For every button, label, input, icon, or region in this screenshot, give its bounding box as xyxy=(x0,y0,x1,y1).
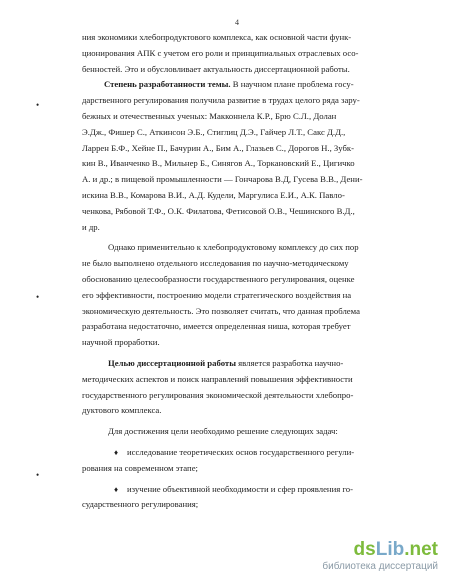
page-number: 4 xyxy=(235,18,239,27)
document-body xyxy=(82,30,408,513)
diamond-bullet-icon: ♦ xyxy=(114,447,119,457)
paragraph-research-gap xyxy=(82,240,408,351)
section-heading: Целью диссертационной работы xyxy=(108,357,236,368)
watermark xyxy=(322,540,438,572)
text-line: экономическую деятельность. Это позволяет считать, что данная проблема xyxy=(82,305,360,316)
margin-mark: • xyxy=(36,100,40,110)
text-line: его эффективности, построению модели стратегического воздействия на xyxy=(82,289,352,300)
text-line: разработана недостаточно, имеется определенная ниша, которая требует xyxy=(82,321,351,332)
text-line: ния экономики хлебопродуктового комплекса, как основной части функ- xyxy=(82,32,352,42)
text-line: государственного регулирования экономической деятельности хлебопро- xyxy=(82,389,354,400)
text-line: ченкова, Рябовой Т.Ф., О.К. Филатова, Фетисовой О.В., Чешинского В.Д., xyxy=(82,205,355,216)
section-heading: Степень разработанности темы. xyxy=(104,79,231,90)
text-line: А. и др.; в пищевой промышленности — Гончарова В.Д, Гусева В.В., Дени- xyxy=(82,174,363,185)
text-line: и др. xyxy=(82,221,100,232)
text-line: Ларрен Б.Ф., Хейне П., Бачурин А., Бим А., Глазьев С., Дорогов Н., Зубк- xyxy=(82,142,355,153)
dslib-logo: dsLib.net xyxy=(353,539,438,560)
text-line: обоснованию целесообразности государственного регулирования, оценке xyxy=(82,273,355,284)
diamond-bullet-icon: ♦ xyxy=(114,484,119,494)
text-line: рования на современном этапе; xyxy=(82,462,198,473)
watermark-subtitle: библиотека диссертаций xyxy=(322,561,438,572)
text-line: ционирования АПК с учетом его роли и принципиальных отраслевых осо- xyxy=(82,47,359,58)
text-line: Для достижения цели необходимо решение следующих задач: xyxy=(108,426,338,437)
list-item xyxy=(82,445,408,477)
text-line: бенностей. Это и обусловливает актуальность диссертационной работы. xyxy=(82,63,350,74)
text-line: Э.Дж., Фишер С., Аткинсон Э.Б., Стиглиц Д.Э., Гайчер Л.Т., Сакс Д.Д., xyxy=(82,126,346,137)
paragraph-relevance xyxy=(82,30,408,77)
paragraph-tasks-intro xyxy=(82,424,408,440)
text-line: научной проработки. xyxy=(82,337,160,348)
text-line: дуктового комплекса. xyxy=(82,405,162,416)
text-line: бежных и отечественных ученых: Макконнела К.Р., Брю С.Л., Долан xyxy=(82,110,337,121)
text-line: изучение объективной необходимости и сфер проявления го- xyxy=(127,483,353,494)
text-line: искина В.В., Комарова В.И., А.Д. Кудели, Маргулиса Е.И., А.К. Павло- xyxy=(82,189,345,200)
margin-mark: • xyxy=(36,292,40,302)
text-line: не было выполнено отдельного исследования по научно-методическому xyxy=(82,258,349,269)
text-line: кин В., Иванченко В., Мильнер Б., Синягов А., Торкановский Е., Цигичко xyxy=(82,158,355,169)
text-line: является разработка научно- xyxy=(235,357,344,368)
paragraph-degree-of-development xyxy=(82,77,408,235)
list-item xyxy=(82,482,408,514)
margin-mark: • xyxy=(36,470,40,480)
paragraph-goal xyxy=(82,356,408,419)
text-line: исследование теоретических основ государственного регули- xyxy=(127,446,355,457)
text-line: В научном плане проблема госу- xyxy=(230,79,354,90)
text-line: дарственного регулирования получила развитие в трудах целого ряда зару- xyxy=(82,95,360,106)
text-line: Однако применительно к хлебопродуктовому комплексу до сих пор xyxy=(108,242,359,253)
text-line: методических аспектов и поиск направлений повышения эффективности xyxy=(82,373,353,384)
text-line: сударственного регулирования; xyxy=(82,499,199,510)
